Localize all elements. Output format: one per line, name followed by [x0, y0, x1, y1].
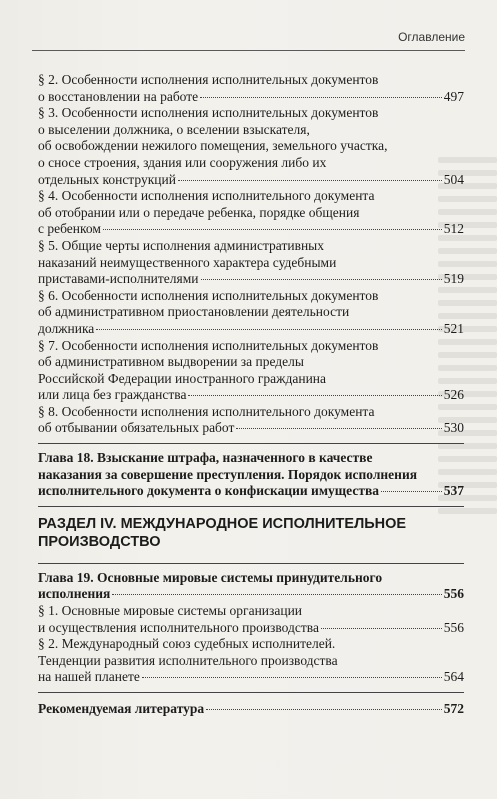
dot-leader: [206, 709, 442, 710]
toc-entry-line: или лица без гражданства: [38, 387, 187, 403]
dot-leader: [188, 395, 441, 396]
toc-entry-line: § 7. Особенности исполнения исполнительных документов: [38, 337, 379, 353]
toc-entry-line: § 5. Общие черты исполнения административных: [38, 237, 324, 253]
toc-entry-recommended-literature: [38, 701, 464, 718]
toc-entry-line: Глава 19. Основные мировые системы принудительного: [38, 569, 383, 585]
toc-entry-line: § 8. Особенности исполнения исполнительного документа: [38, 403, 375, 419]
toc-entry-section-6-suspension: [38, 288, 464, 338]
divider: [38, 443, 464, 444]
toc-entry-line: исполнения: [38, 586, 111, 602]
dot-leader: [200, 97, 442, 98]
toc-entry-line: § 6. Особенности исполнения исполнительных документов: [38, 287, 379, 303]
page-number: 556: [443, 586, 464, 602]
toc-entry-line: § 2. Особенности исполнения исполнительных документов: [38, 72, 379, 87]
page-number: 512: [443, 221, 464, 237]
toc-entry-line: о сносе строения, здания или сооружения либо их: [38, 154, 327, 170]
toc-entry-line: РАЗДЕЛ IV. МЕЖДУНАРОДНОЕ ИСПОЛНИТЕЛЬНОЕ: [38, 515, 407, 532]
toc-entry-line: с ребенком: [38, 221, 101, 237]
toc-entry-line: на нашей планете: [38, 669, 140, 685]
toc-entry-line: должника: [38, 320, 95, 336]
toc-entry-section-8-compulsory-work: [38, 404, 464, 437]
toc-entry-section-5-administrative: [38, 238, 464, 288]
toc-entry-line: наказаний неимущественного характера судебными: [38, 254, 337, 270]
page-number: 521: [443, 320, 464, 336]
page-number: 504: [443, 171, 464, 187]
toc-entry-line: об освобождении нежилого помещения, земельного участка,: [38, 138, 388, 154]
toc-entry-section-1-world-systems: [38, 603, 464, 636]
toc-entry-line: приставами-исполнителями: [38, 271, 199, 287]
toc-entry-line: Российской Федерации иностранного гражданина: [38, 370, 327, 386]
toc-entry-line: § 1. Основные мировые системы организации: [38, 603, 303, 619]
toc-entry-chapter-19: [38, 570, 464, 603]
toc-entry-section-4-child: [38, 188, 464, 238]
dot-leader: [103, 229, 442, 230]
toc-entry-line: об отбывании обязательных работ: [38, 420, 235, 436]
dot-leader: [96, 329, 441, 330]
toc-part-4-heading: [38, 515, 464, 551]
dot-leader: [381, 491, 442, 492]
toc-entry-line: исполнительного документа о конфискации имущества: [38, 483, 380, 499]
toc-entry-section-3-eviction: [38, 105, 464, 188]
toc-entry-line: о выселении должника, о вселении взыскателя,: [38, 121, 310, 137]
toc-entry-line: § 3. Особенности исполнения исполнительных документов: [38, 105, 379, 121]
table-of-contents: [38, 72, 464, 718]
toc-entry-section-2-reinstatement: [38, 72, 464, 105]
dot-leader: [321, 628, 442, 629]
toc-entry-line: об административном выдворении за пределы: [38, 354, 304, 370]
toc-entry-line: Глава 18. Взыскание штрафа, назначенного в качестве: [38, 450, 373, 466]
toc-entry-line: наказания за совершение преступления. Порядок исполнения: [38, 466, 418, 482]
toc-entry-line: и осуществления исполнительного производства: [38, 619, 319, 635]
page-number: 497: [443, 88, 464, 104]
dot-leader: [112, 594, 441, 595]
page-number: 530: [443, 420, 464, 436]
page-number: 519: [443, 271, 464, 287]
running-header: [32, 30, 465, 51]
dot-leader: [236, 428, 441, 429]
toc-entry-line: об отобрании или о передаче ребенка, порядке общения: [38, 204, 360, 220]
toc-entry-chapter-18: [38, 450, 464, 500]
dot-leader: [142, 677, 442, 678]
toc-entry-line: отдельных конструкций: [38, 171, 176, 187]
toc-entry-line: о восстановлении на работе: [38, 88, 199, 104]
running-header-title: Оглавление: [398, 30, 465, 44]
toc-entry-line: § 4. Особенности исполнения исполнительного документа: [38, 188, 375, 204]
page-number: 526: [443, 387, 464, 403]
toc-entry-line: Рекомендуемая литература: [38, 701, 205, 716]
toc-entry-line: об административном приостановлении деятельности: [38, 304, 350, 320]
page-number: 537: [443, 483, 464, 499]
toc-entry-line: ПРОИЗВОДСТВО: [38, 533, 161, 550]
toc-entry-section-7-expulsion: [38, 338, 464, 404]
toc-entry-line: Тенденции развития исполнительного производства: [38, 652, 338, 668]
divider: [38, 506, 464, 507]
page-number: 556: [443, 619, 464, 635]
page-number: 572: [443, 701, 464, 716]
toc-entry-line: § 2. Международный союз судебных исполнителей.: [38, 636, 336, 652]
toc-entry-section-2-international-union: [38, 636, 464, 686]
dot-leader: [201, 279, 442, 280]
divider: [38, 563, 464, 564]
dot-leader: [178, 180, 442, 181]
divider: [38, 692, 464, 693]
page-number: 564: [443, 669, 464, 685]
